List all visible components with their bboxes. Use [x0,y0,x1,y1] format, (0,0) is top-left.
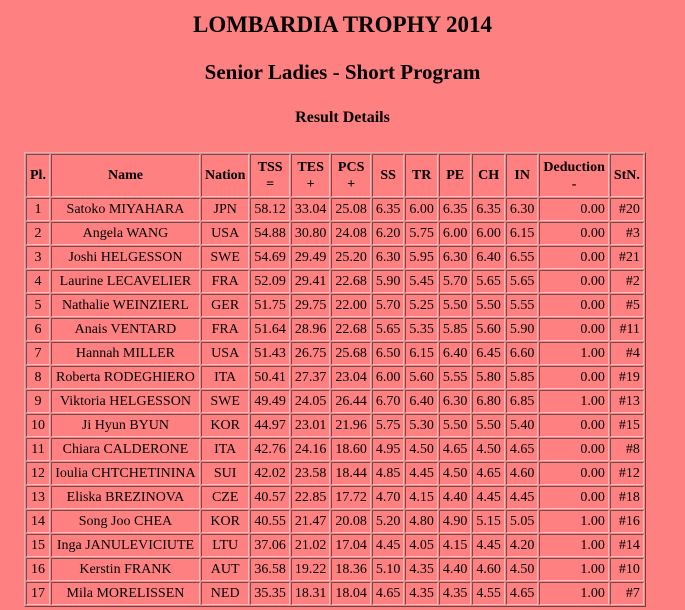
cell-tr: 4.35 [405,558,438,581]
cell-pcs: 26.44 [331,390,371,413]
cell-deduction: 0.00 [539,270,608,293]
cell-tss: 52.09 [250,270,290,293]
cell-in: 5.05 [506,510,539,533]
cell-ch: 4.55 [472,582,505,605]
table-row [26,534,644,557]
cell-place: 14 [26,510,50,533]
cell-in: 5.65 [506,270,539,293]
cell-pe: 6.35 [439,198,472,221]
cell-tss: 54.69 [250,246,290,269]
cell-name: Hannah MILLER [51,342,200,365]
cell-in: 6.30 [506,198,539,221]
cell-place: 10 [26,414,50,437]
cell-deduction: 0.00 [539,198,608,221]
cell-stn: #20 [610,198,644,221]
cell-pcs: 17.72 [331,486,371,509]
cell-nation: SWE [201,390,249,413]
cell-place: 13 [26,486,50,509]
cell-pcs: 22.68 [331,270,371,293]
cell-tr: 4.15 [405,486,438,509]
table-row [26,318,644,341]
table-row [26,222,644,245]
cell-ch: 5.50 [472,294,505,317]
cell-tr: 5.95 [405,246,438,269]
cell-ch: 4.50 [472,438,505,461]
cell-tss: 51.43 [250,342,290,365]
cell-deduction: 0.00 [539,366,608,389]
cell-ch: 5.15 [472,510,505,533]
cell-tes: 27.37 [291,366,331,389]
cell-name: Mila MORELISSEN [51,582,200,605]
cell-ss: 5.70 [372,294,405,317]
cell-tr: 5.30 [405,414,438,437]
cell-pcs: 18.04 [331,582,371,605]
cell-tr: 4.35 [405,582,438,605]
header-nation: Nation [201,154,249,197]
cell-name: Joshi HELGESSON [51,246,200,269]
cell-nation: ITA [201,438,249,461]
cell-place: 2 [26,222,50,245]
cell-ss: 5.65 [372,318,405,341]
header-in: IN [506,154,539,197]
cell-pcs: 25.68 [331,342,371,365]
cell-name: Eliska BREZINOVA [51,486,200,509]
cell-pcs: 18.60 [331,438,371,461]
header-stn: StN. [610,154,644,197]
header-tr: TR [405,154,438,197]
cell-tes: 21.02 [291,534,331,557]
section-heading: Result Details [295,109,390,126]
cell-stn: #5 [610,294,644,317]
cell-name: Viktoria HELGESSON [51,390,200,413]
cell-name: Angela WANG [51,222,200,245]
cell-pcs: 25.08 [331,198,371,221]
cell-place: 16 [26,558,50,581]
cell-pcs: 21.96 [331,414,371,437]
cell-stn: #12 [610,462,644,485]
cell-tes: 29.41 [291,270,331,293]
table-row [26,414,644,437]
cell-nation: FRA [201,318,249,341]
cell-ss: 6.50 [372,342,405,365]
cell-in: 4.20 [506,534,539,557]
cell-ss: 5.75 [372,414,405,437]
cell-nation: USA [201,222,249,245]
cell-place: 7 [26,342,50,365]
cell-stn: #16 [610,510,644,533]
cell-in: 4.65 [506,582,539,605]
cell-nation: SUI [201,462,249,485]
cell-in: 6.60 [506,342,539,365]
cell-stn: #21 [610,246,644,269]
cell-ch: 4.45 [472,534,505,557]
cell-ch: 6.40 [472,246,505,269]
cell-place: 11 [26,438,50,461]
cell-place: 1 [26,198,50,221]
cell-name: Ioulia CHTCHETININA [51,462,200,485]
cell-tr: 6.40 [405,390,438,413]
cell-tes: 24.16 [291,438,331,461]
cell-ss: 6.30 [372,246,405,269]
cell-nation: ITA [201,366,249,389]
cell-nation: LTU [201,534,249,557]
cell-stn: #13 [610,390,644,413]
header-ch: CH [472,154,505,197]
cell-pe: 6.00 [439,222,472,245]
cell-ss: 5.10 [372,558,405,581]
cell-stn: #10 [610,558,644,581]
cell-tss: 50.41 [250,366,290,389]
cell-place: 17 [26,582,50,605]
cell-nation: NED [201,582,249,605]
cell-ss: 4.95 [372,438,405,461]
header-deduction: Deduction - [539,154,608,197]
table-row [26,510,644,533]
cell-deduction: 0.00 [539,462,608,485]
cell-in: 5.90 [506,318,539,341]
cell-tss: 36.58 [250,558,290,581]
cell-tr: 5.60 [405,366,438,389]
cell-name: Ji Hyun BYUN [51,414,200,437]
cell-stn: #4 [610,342,644,365]
cell-stn: #14 [610,534,644,557]
cell-deduction: 1.00 [539,510,608,533]
table-row [26,390,644,413]
cell-pe: 5.50 [439,414,472,437]
table-row [26,294,644,317]
cell-in: 4.50 [506,558,539,581]
cell-deduction: 0.00 [539,438,608,461]
cell-in: 6.85 [506,390,539,413]
cell-place: 12 [26,462,50,485]
results-table [24,152,646,607]
table-row [26,462,644,485]
cell-tss: 44.97 [250,414,290,437]
cell-tss: 40.57 [250,486,290,509]
cell-stn: #15 [610,414,644,437]
cell-tr: 5.35 [405,318,438,341]
cell-nation: USA [201,342,249,365]
cell-in: 4.45 [506,486,539,509]
cell-pcs: 23.04 [331,366,371,389]
cell-name: Chiara CALDERONE [51,438,200,461]
cell-ss: 6.20 [372,222,405,245]
cell-pe: 4.50 [439,462,472,485]
table-row [26,438,644,461]
cell-ch: 5.80 [472,366,505,389]
cell-pe: 5.70 [439,270,472,293]
cell-tes: 19.22 [291,558,331,581]
cell-ch: 6.80 [472,390,505,413]
cell-pcs: 22.00 [331,294,371,317]
cell-name: Kerstin FRANK [51,558,200,581]
cell-deduction: 1.00 [539,390,608,413]
cell-place: 8 [26,366,50,389]
cell-stn: #2 [610,270,644,293]
cell-nation: SWE [201,246,249,269]
cell-pe: 4.35 [439,582,472,605]
cell-pe: 4.40 [439,486,472,509]
cell-stn: #18 [610,486,644,509]
cell-ch: 5.50 [472,414,505,437]
cell-nation: AUT [201,558,249,581]
cell-deduction: 0.00 [539,294,608,317]
cell-tes: 28.96 [291,318,331,341]
cell-place: 4 [26,270,50,293]
cell-tes: 18.31 [291,582,331,605]
cell-tr: 5.25 [405,294,438,317]
cell-name: Laurine LECAVELIER [51,270,200,293]
cell-name: Roberta RODEGHIERO [51,366,200,389]
cell-place: 6 [26,318,50,341]
cell-tes: 23.58 [291,462,331,485]
cell-nation: JPN [201,198,249,221]
cell-ss: 5.90 [372,270,405,293]
cell-tss: 40.55 [250,510,290,533]
cell-tss: 54.88 [250,222,290,245]
cell-deduction: 0.00 [539,222,608,245]
cell-ch: 6.45 [472,342,505,365]
cell-pe: 4.40 [439,558,472,581]
cell-tr: 5.75 [405,222,438,245]
cell-name: Song Joo CHEA [51,510,200,533]
cell-tr: 4.50 [405,438,438,461]
cell-ss: 4.70 [372,486,405,509]
cell-deduction: 1.00 [539,342,608,365]
cell-deduction: 1.00 [539,558,608,581]
cell-tss: 42.76 [250,438,290,461]
header-name: Name [51,154,200,197]
cell-in: 5.85 [506,366,539,389]
cell-pe: 6.40 [439,342,472,365]
cell-pcs: 18.44 [331,462,371,485]
table-row [26,198,644,221]
cell-pe: 4.90 [439,510,472,533]
cell-nation: GER [201,294,249,317]
cell-ch: 5.60 [472,318,505,341]
table-row [26,342,644,365]
cell-pe: 5.50 [439,294,472,317]
cell-place: 15 [26,534,50,557]
cell-pcs: 24.08 [331,222,371,245]
cell-stn: #8 [610,438,644,461]
cell-stn: #3 [610,222,644,245]
cell-name: Nathalie WEINZIERL [51,294,200,317]
cell-pcs: 20.08 [331,510,371,533]
table-row [26,246,644,269]
cell-tes: 29.75 [291,294,331,317]
cell-nation: KOR [201,510,249,533]
cell-pe: 6.30 [439,246,472,269]
cell-in: 5.40 [506,414,539,437]
page-title: LOMBARDIA TROPHY 2014 [192,12,493,37]
cell-tes: 33.04 [291,198,331,221]
cell-in: 6.55 [506,246,539,269]
cell-tr: 4.80 [405,510,438,533]
cell-tes: 22.85 [291,486,331,509]
cell-stn: #7 [610,582,644,605]
cell-tss: 42.02 [250,462,290,485]
cell-ss: 5.20 [372,510,405,533]
cell-pe: 4.65 [439,438,472,461]
cell-tr: 4.05 [405,534,438,557]
header-pe: PE [439,154,472,197]
table-row [26,270,644,293]
cell-tss: 37.06 [250,534,290,557]
cell-in: 4.65 [506,438,539,461]
cell-deduction: 1.00 [539,534,608,557]
cell-deduction: 0.00 [539,246,608,269]
cell-place: 3 [26,246,50,269]
cell-pcs: 25.20 [331,246,371,269]
table-row [26,486,644,509]
cell-tes: 21.47 [291,510,331,533]
cell-tss: 51.75 [250,294,290,317]
header-ss: SS [372,154,405,197]
header-pl: Pl. [26,154,50,197]
cell-ch: 4.45 [472,486,505,509]
cell-deduction: 0.00 [539,486,608,509]
cell-in: 5.55 [506,294,539,317]
cell-pe: 6.30 [439,390,472,413]
cell-deduction: 0.00 [539,318,608,341]
header-pcs: PCS + [331,154,371,197]
cell-deduction: 0.00 [539,414,608,437]
cell-ch: 6.35 [472,198,505,221]
cell-in: 6.15 [506,222,539,245]
cell-in: 4.60 [506,462,539,485]
table-row [26,558,644,581]
cell-tes: 29.49 [291,246,331,269]
header-tes: TES + [291,154,331,197]
cell-tss: 49.49 [250,390,290,413]
cell-pcs: 17.04 [331,534,371,557]
cell-nation: FRA [201,270,249,293]
cell-tss: 35.35 [250,582,290,605]
cell-ch: 5.65 [472,270,505,293]
table-row [26,366,644,389]
cell-place: 5 [26,294,50,317]
cell-stn: #19 [610,366,644,389]
page-subtitle: Senior Ladies - Short Program [204,60,481,84]
cell-ch: 4.60 [472,558,505,581]
cell-tr: 6.00 [405,198,438,221]
cell-tes: 24.05 [291,390,331,413]
cell-name: Inga JANULEVICIUTE [51,534,200,557]
cell-pe: 5.55 [439,366,472,389]
cell-name: Anais VENTARD [51,318,200,341]
cell-tss: 51.64 [250,318,290,341]
cell-pcs: 22.68 [331,318,371,341]
cell-ch: 6.00 [472,222,505,245]
cell-pcs: 18.36 [331,558,371,581]
cell-ss: 6.35 [372,198,405,221]
cell-ch: 4.65 [472,462,505,485]
cell-ss: 4.65 [372,582,405,605]
cell-tss: 58.12 [250,198,290,221]
cell-pe: 4.15 [439,534,472,557]
cell-ss: 4.85 [372,462,405,485]
cell-place: 9 [26,390,50,413]
cell-tr: 4.45 [405,462,438,485]
cell-ss: 6.70 [372,390,405,413]
table-row [26,582,644,605]
cell-stn: #11 [610,318,644,341]
cell-name: Satoko MIYAHARA [51,198,200,221]
cell-ss: 6.00 [372,366,405,389]
cell-tes: 26.75 [291,342,331,365]
header-tss: TSS = [250,154,290,197]
cell-ss: 4.45 [372,534,405,557]
cell-tr: 6.15 [405,342,438,365]
header-row [26,154,644,197]
cell-nation: CZE [201,486,249,509]
cell-tes: 30.80 [291,222,331,245]
cell-nation: KOR [201,414,249,437]
cell-pe: 5.85 [439,318,472,341]
cell-tes: 23.01 [291,414,331,437]
cell-deduction: 1.00 [539,582,608,605]
cell-tr: 5.45 [405,270,438,293]
